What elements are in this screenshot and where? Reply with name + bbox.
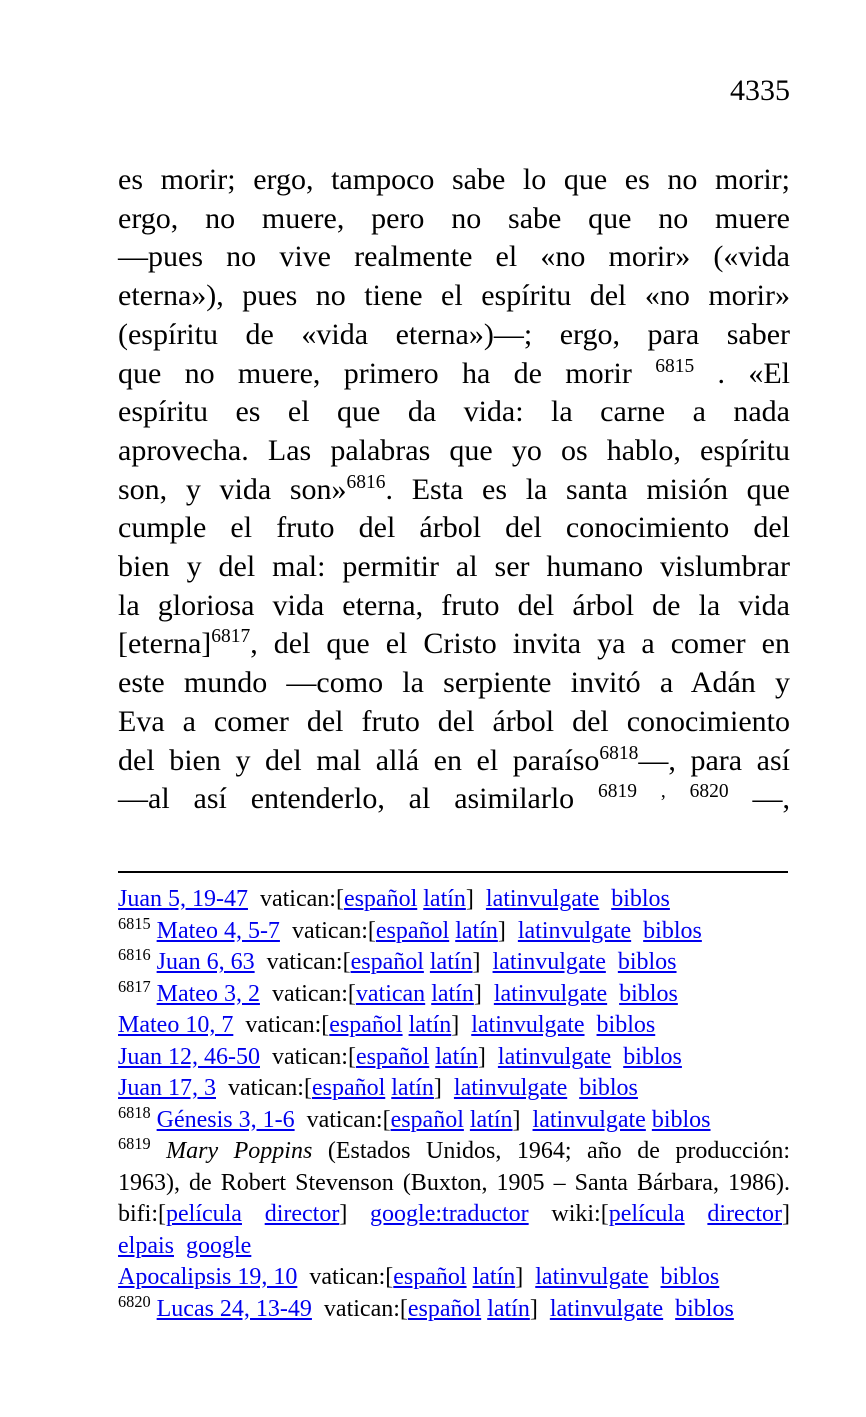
- text-run: vatican:[: [297, 1264, 394, 1290]
- footnote-reference: 6820: [689, 781, 729, 803]
- text-run: [606, 949, 618, 975]
- text-run: —al así entenderlo, al asimilarlo: [118, 782, 599, 816]
- body-text: [118, 161, 790, 819]
- footnote-line: [118, 1291, 790, 1326]
- text-run: 1963), de Robert Stevenson (Buxton, 1905 – Santa Bárbara, 1986).: [118, 1169, 790, 1196]
- footnote-link[interactable]: latinvulgate: [549, 1295, 664, 1322]
- footnote-link[interactable]: latinvulgate: [492, 949, 606, 975]
- text-run: eterna»), pues no tiene el espíritu del «no morir»: [118, 279, 790, 313]
- footnote-number: 6816: [118, 945, 151, 964]
- text-run: ]: [782, 1201, 791, 1227]
- footnote-link[interactable]: Mateo 4, 5-7: [156, 917, 280, 944]
- footnote-reference: 6818: [599, 742, 639, 764]
- text-run: [599, 886, 611, 912]
- footnote-line: [118, 1136, 790, 1168]
- text-run: [666, 782, 690, 815]
- text-run: ]: [451, 1012, 472, 1038]
- text-run: [631, 918, 643, 944]
- text-run: vatican:[: [254, 949, 351, 975]
- text-run: ]: [512, 1106, 533, 1133]
- text-run: ]: [515, 1264, 536, 1290]
- footnote-link[interactable]: latinvulgate: [471, 1012, 585, 1038]
- footnote-link[interactable]: biblos: [611, 886, 670, 912]
- footnote-line: [118, 913, 790, 948]
- text-run: . Esta es la santa misión que: [385, 472, 790, 506]
- body-text-line: [118, 664, 790, 703]
- text-run: [585, 1012, 597, 1038]
- footnote-link[interactable]: español: [329, 1012, 403, 1038]
- footnote-separator: [118, 871, 788, 873]
- footnote-link[interactable]: latín: [391, 1075, 434, 1101]
- footnote-link[interactable]: vatican: [355, 980, 426, 1007]
- footnote-link[interactable]: latín: [435, 1043, 478, 1070]
- footnote-line: [118, 1010, 790, 1042]
- text-run: vatican:[: [311, 1295, 408, 1322]
- footnote-link[interactable]: biblos: [651, 1106, 711, 1133]
- body-text-line: [118, 548, 790, 587]
- footnote-number: 6817: [118, 976, 151, 996]
- footnote-line: [118, 1231, 790, 1263]
- text-run: este mundo —como la serpiente invitó a Adán y: [118, 666, 790, 700]
- text-run: [151, 1138, 167, 1164]
- footnote-link[interactable]: latinvulgate: [497, 1043, 612, 1070]
- footnote-link[interactable]: Juan 12, 46-50: [118, 1043, 260, 1070]
- body-text-line: [118, 471, 790, 510]
- footnote-link[interactable]: español: [407, 1295, 482, 1322]
- text-run: vatican:[: [247, 886, 344, 912]
- text-run: . «El: [694, 356, 790, 390]
- footnote-link[interactable]: biblos: [643, 917, 702, 944]
- footnote-line: [118, 1102, 790, 1137]
- text-run: ]: [529, 1295, 550, 1322]
- footnote-reference: 6819: [598, 781, 638, 803]
- text-run: , del que el Cristo invita ya a comer en: [250, 627, 790, 661]
- footnote-link[interactable]: latinvulgate: [485, 886, 600, 912]
- footnote-link[interactable]: google:traductor: [370, 1201, 529, 1227]
- text-run: vatican:[: [259, 1043, 356, 1070]
- footnote-number: 6815: [118, 913, 151, 933]
- text-run: (espíritu de «vida eterna»)—; ergo, para saber: [118, 317, 790, 351]
- body-text-line: [118, 625, 790, 664]
- footnote-link[interactable]: español: [375, 917, 450, 944]
- footnote-line: [118, 884, 790, 916]
- footnote-link[interactable]: google: [185, 1232, 252, 1259]
- body-text-line: [118, 277, 790, 316]
- footnote-reference: 6817: [211, 626, 251, 648]
- text-run: [eterna]: [118, 627, 212, 661]
- footnote-link[interactable]: latín: [408, 1012, 452, 1038]
- footnote-link[interactable]: biblos: [617, 949, 677, 975]
- text-run: [242, 1201, 265, 1227]
- text-run: —, para así: [638, 743, 790, 777]
- text-run: Eva a comer del fruto del árbol del conocimiento: [118, 704, 790, 738]
- text-run: ]: [497, 917, 518, 944]
- text-run: bifi:[: [118, 1201, 166, 1227]
- footnote-link[interactable]: Juan 17, 3: [118, 1075, 216, 1101]
- footnote-link[interactable]: director: [707, 1201, 783, 1227]
- text-run: —pues no vive realmente el «no morir» («vida: [118, 240, 790, 274]
- footnote-line: [118, 1168, 790, 1200]
- footnote-link[interactable]: biblos: [675, 1295, 734, 1322]
- footnote-link[interactable]: latinvulgate: [453, 1075, 568, 1101]
- body-text-line: [118, 355, 790, 394]
- body-text-line: [118, 316, 790, 355]
- footnote-link[interactable]: latín: [431, 980, 474, 1007]
- footnote-reference: 6816: [346, 471, 386, 493]
- footnote-link[interactable]: español: [350, 949, 424, 975]
- body-text-line: [118, 432, 790, 471]
- footnote-link[interactable]: Juan 6, 63: [156, 949, 255, 975]
- body-text-line: [118, 200, 790, 239]
- footnote-link[interactable]: latinvulgate: [517, 917, 632, 944]
- body-text-line: [118, 703, 790, 742]
- footnote-number: 6819: [118, 1134, 151, 1153]
- footnote-link[interactable]: Mateo 10, 7: [118, 1012, 234, 1038]
- footnote-line: [118, 1073, 790, 1105]
- footnote-link[interactable]: director: [264, 1201, 340, 1227]
- footnote-link[interactable]: latín: [455, 917, 498, 944]
- footnote-link[interactable]: español: [390, 1106, 464, 1133]
- body-text-line: [118, 509, 790, 548]
- footnote-link[interactable]: biblos: [619, 980, 678, 1007]
- footnotes: [118, 884, 790, 1325]
- footnote-link[interactable]: latinvulgate: [532, 1106, 646, 1133]
- footnote-link[interactable]: elpais: [118, 1232, 174, 1259]
- text-run: [611, 1044, 623, 1070]
- footnote-link[interactable]: biblos: [579, 1075, 638, 1101]
- body-text-line: [118, 780, 790, 819]
- footnote-line: [118, 1262, 790, 1294]
- text-run: [174, 1233, 186, 1259]
- text-run: [637, 782, 661, 815]
- footnote-line: [118, 1199, 790, 1231]
- text-run: [567, 1075, 579, 1101]
- text-run: del bien y del mal allá en el paraíso: [118, 743, 600, 777]
- footnote-link[interactable]: latín: [429, 949, 473, 975]
- footnote-link[interactable]: español: [393, 1264, 467, 1290]
- text-run: vatican:[: [233, 1012, 330, 1038]
- text-run: ]: [472, 949, 493, 975]
- body-text-line: [118, 393, 790, 432]
- text-run: wiki:[: [528, 1201, 609, 1227]
- text-run: ]: [339, 1201, 371, 1227]
- body-text-line: [118, 587, 790, 626]
- footnote-link[interactable]: biblos: [660, 1264, 720, 1290]
- footnote-link[interactable]: película: [608, 1201, 685, 1227]
- footnote-link[interactable]: Génesis 3, 1-6: [156, 1106, 295, 1133]
- text-run: ]: [433, 1075, 454, 1101]
- text-run: ergo, no muere, pero no sabe que no muere: [118, 201, 790, 235]
- footnote-link[interactable]: Mateo 3, 2: [156, 980, 260, 1007]
- text-run: vatican:[: [279, 917, 376, 944]
- text-run: vatican:[: [294, 1106, 391, 1133]
- text-run: aprovecha. Las palabras que yo os hablo, espíritu: [118, 433, 790, 467]
- text-run: [685, 1201, 708, 1227]
- body-text-line: [118, 238, 790, 277]
- footnote-reference: 6815: [655, 355, 695, 377]
- footnote-link[interactable]: latín: [472, 1264, 516, 1290]
- footnote-line: [118, 947, 790, 979]
- text-run: [663, 1296, 675, 1322]
- footnote-link[interactable]: español: [311, 1075, 386, 1101]
- text-run: vatican:[: [216, 1075, 312, 1101]
- footnote-link[interactable]: latinvulgate: [493, 980, 608, 1007]
- body-text-line: [118, 161, 790, 200]
- footnote-link[interactable]: película: [166, 1201, 242, 1227]
- text-run: —,: [728, 782, 791, 816]
- footnote-line: [118, 1042, 790, 1074]
- text-run: espíritu es el que da vida: la carne a nada: [118, 395, 790, 429]
- footnote-link[interactable]: Lucas 24, 13-49: [156, 1295, 312, 1322]
- footnote-link[interactable]: latín: [469, 1106, 513, 1133]
- body-text-line: [118, 742, 790, 781]
- movie-title: Mary Poppins: [166, 1138, 313, 1164]
- text-run: [607, 981, 619, 1007]
- footnote-link[interactable]: biblos: [596, 1012, 656, 1038]
- footnote-link[interactable]: español: [355, 1043, 430, 1070]
- footnote-link[interactable]: latín: [423, 886, 466, 912]
- text-run: son, y vida son»: [118, 472, 347, 506]
- text-run: ]: [465, 886, 486, 912]
- footnote-link[interactable]: Apocalipsis 19, 10: [118, 1264, 298, 1290]
- text-run: vatican:[: [259, 980, 356, 1007]
- text-run: ]: [473, 980, 494, 1007]
- footnote-link[interactable]: latín: [487, 1295, 530, 1322]
- footnote-reference: ,: [660, 781, 666, 803]
- footnote-link[interactable]: Juan 5, 19-47: [118, 886, 248, 912]
- text-run: (Estados Unidos, 1964; año de producción:: [312, 1138, 790, 1164]
- footnote-link[interactable]: biblos: [623, 1043, 682, 1070]
- text-run: ]: [477, 1043, 498, 1070]
- text-run: es morir; ergo, tampoco sabe lo que es no morir;: [118, 163, 790, 196]
- text-run: [649, 1264, 661, 1290]
- footnote-line: [118, 976, 790, 1011]
- footnote-link[interactable]: español: [343, 886, 418, 912]
- text-run: que no muere, primero ha de morir: [118, 356, 656, 390]
- footnote-number: 6818: [118, 1102, 151, 1122]
- footnote-number: 6820: [118, 1291, 151, 1311]
- page-number: 4335: [730, 74, 790, 107]
- text-run: cumple el fruto del árbol del conocimiento del: [118, 511, 790, 545]
- footnote-link[interactable]: latinvulgate: [535, 1264, 649, 1290]
- text-run: la gloriosa vida eterna, fruto del árbol de la vida: [118, 588, 790, 622]
- text-run: bien y del mal: permitir al ser humano vislumbrar: [118, 550, 790, 584]
